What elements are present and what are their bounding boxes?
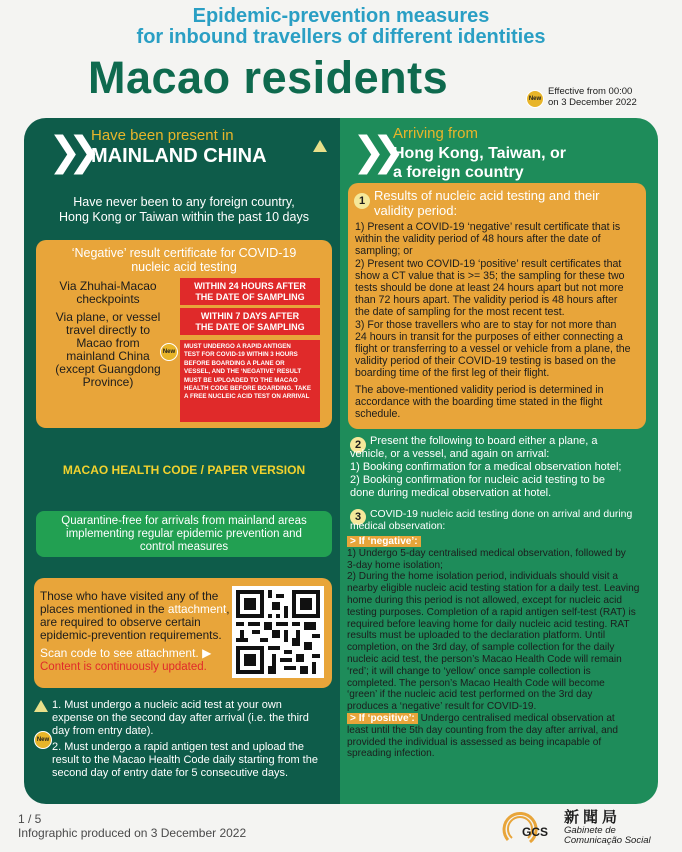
neg-text: ‘green’ if the nucleic acid test performed on the 3rd day [347, 689, 593, 701]
right-heading-line-2: a foreign country [393, 164, 524, 181]
rat-line-7: A FREE NUCLEIC ACID TEST ON ARRIVAL [184, 393, 310, 401]
cert-title-line-1: ‘Negative’ result certificate for COVID-19 [71, 246, 297, 260]
health-code-label: MACAO HEALTH CODE / PAPER VERSION [62, 463, 306, 477]
attachment-link[interactable]: attachment [167, 602, 227, 616]
route2-line-1: Via plane, or vessel [55, 310, 161, 324]
intro-line-1: Have never been to any foreign country, [73, 195, 295, 209]
route2-line-5: (except Guangdong [55, 362, 161, 376]
neg-text: required before leaving home for daily nucleic acid testing. RAT [347, 618, 630, 630]
s1-text: 24 hours in transit for the purposes of either connecting a [355, 330, 623, 343]
right-heading-big [393, 144, 566, 182]
s1-title-line-2: validity period: [374, 203, 458, 218]
subtitle-line-1: Epidemic-prevention measures [192, 5, 490, 27]
certificate-title [36, 246, 332, 274]
right-heading-small: Arriving from [393, 125, 479, 142]
rapid-antigen-note [180, 340, 320, 422]
s1-text: validity period of their COVID-19 testing is based on the [355, 355, 616, 368]
tag24-line-2: THE DATE OF SAMPLING [195, 291, 305, 302]
produced-date: Infographic produced on 3 December 2022 [18, 826, 247, 840]
route2-line-6: Province) [82, 375, 134, 389]
section-3-body [350, 509, 650, 533]
page-title: Macao residents [88, 52, 449, 103]
att-line-2a: places mentioned in the [40, 602, 168, 616]
header-subtitle [0, 6, 682, 48]
negative-tag: > If ‘negative’: [347, 536, 421, 547]
section-1-title [374, 188, 599, 218]
section-1-number: 1 [354, 193, 370, 209]
within-24-hours-tag [180, 278, 320, 305]
s3-text: medical observation: [350, 521, 446, 532]
tag24-line-1: WITHIN 24 HOURS AFTER [194, 280, 306, 291]
gcs-logo-icon [500, 806, 549, 846]
neg-text: produces a ‘negative’ result for COVID-19. [347, 701, 537, 713]
logo-portuguese [564, 826, 651, 846]
section-2-number: 2 [350, 437, 366, 453]
right-heading-line-1: Hong Kong, Taiwan, or [393, 145, 567, 162]
s3-text: COVID-19 nucleic acid testing done on arrival and during [370, 509, 633, 520]
neg-text: nucleic acid test, the person’s Macao Health Code will remain [347, 653, 622, 665]
tag7-line-2: THE DATE OF SAMPLING [195, 321, 305, 332]
s1-text: 3) For those travellers who are to stay for not more than [355, 318, 617, 331]
s1-text: The above-mentioned validity period is determined in [355, 383, 604, 396]
section-1-body [355, 221, 645, 420]
rat-line-1: MUST UNDERGO A RAPID ANTIGEN [184, 343, 291, 350]
chevron-right-icon: ❯❯ [352, 130, 392, 174]
neg-text: 2) During the home isolation period, individuals should visit a [347, 571, 618, 583]
att-line-2c: , [226, 602, 230, 616]
effective-line-2: on 3 December 2022 [548, 97, 637, 108]
att-line-4: epidemic-prevention requirements. [40, 628, 222, 642]
qf-line-3: control measures [139, 540, 229, 553]
rat-line-2: TEST FOR COVID-19 WITHIN 3 HOURS [184, 351, 298, 359]
s1-text: flight or transferring to a vessel or vehicle from a plane, the [355, 343, 631, 356]
within-7-days-tag [180, 308, 320, 335]
s1-text: the date of sampling for the most recent test. [355, 306, 565, 319]
logo-chinese: 新聞局 [564, 809, 622, 826]
intro-line-2: Hong Kong or Taiwan within the past 10 days [59, 210, 309, 224]
s2-text: Present the following to board either a plane, a [370, 435, 598, 447]
s2-text: vehicle, or a vessel, and again on arrival: [350, 448, 550, 460]
new-badge: New [526, 90, 544, 108]
s1-text: show a CT value that is >= 35; the sampling for these two [355, 269, 625, 282]
quarantine-free-box [36, 511, 332, 557]
note1-line-2: expense on the second day after arrival (i.e. the third [52, 712, 309, 724]
section-2-body [350, 435, 650, 500]
qr-code[interactable] [232, 586, 324, 678]
s1-text: schedule. [355, 408, 401, 421]
note2-line-1: 2. Must undergo a rapid antigen test and upload the [52, 741, 304, 753]
scan-text: Scan code to see attachment. [40, 646, 199, 660]
s1-text: than 72 hours apart. The validity period is 48 hours after [355, 294, 618, 307]
neg-text: completion, on the 3rd day, of sample collection for the daily [347, 642, 615, 654]
effective-date [548, 86, 637, 108]
positive-tag: > If ‘positive’: [347, 713, 418, 724]
neg-text: home during this period is not allowed, except for nucleic acid [347, 594, 622, 606]
new-badge: New [34, 731, 52, 749]
s1-text: sampling; or [355, 245, 413, 258]
new-badge: New [160, 343, 178, 361]
logo-pt-line-2: Comunicação Social [564, 835, 651, 846]
route1-line-2: checkpoints [76, 292, 140, 306]
update-notice: Content is continuously updated. [40, 661, 207, 673]
neg-text: testing purposes. Completion of a rapid antigen self-test (RAT) is [347, 606, 636, 618]
s1-text: tests should be done at least 24 hours apart but not more [355, 282, 624, 295]
route2-line-2: travel directly to [65, 323, 151, 337]
rat-line-5: MUST BE UPLOADED TO THE MACAO [184, 376, 298, 384]
rat-line-3: BEFORE BOARDING A PLANE OR [184, 359, 285, 367]
neg-text: ‘red’; it will change to ‘yellow’ once sample collection is [347, 665, 591, 677]
neg-text: 1) Undergo 5-day centralised medical observation, followed by [347, 547, 626, 559]
att-line-3: are required to observe certain [40, 615, 201, 629]
left-heading-big: MAINLAND CHINA [91, 145, 267, 167]
note-1 [52, 699, 337, 738]
subtitle-line-2: for inbound travellers of different identities [136, 26, 546, 48]
note2-line-2: result to the Macao Health Code daily starting from the [52, 754, 318, 766]
s2-text: 1) Booking confirmation for a medical observation hotel; [350, 461, 622, 473]
s1-text: 1) Present a COVID-19 ‘negative’ result certificate that is [355, 221, 621, 233]
section-3-number: 3 [350, 509, 366, 525]
qr-code-icon [236, 590, 320, 674]
tag7-line-1: WITHIN 7 DAYS AFTER [200, 310, 300, 321]
note2-line-3: second day of entry date for 5 consecutive days. [52, 767, 289, 779]
chevron-right-icon: ❯❯ [48, 130, 88, 174]
page-indicator: 1 / 5 [18, 812, 42, 826]
pos-text: provided the individual is assessed as being incapable of [347, 736, 602, 748]
neg-text: completed. The person’s Macao Health Code will become [347, 677, 605, 689]
triangle-icon [34, 700, 48, 712]
triangle-right-icon: ▶ [202, 646, 212, 660]
route2-line-4: mainland China [66, 349, 150, 363]
triangle-icon [313, 140, 327, 152]
logo-pt-line-1: Gabinete de [564, 825, 616, 836]
qf-line-2: implementing regular epidemic prevention and [66, 527, 302, 540]
cert-title-line-2: nucleic acid testing [131, 260, 237, 274]
effective-line-1: Effective from 00:00 [548, 86, 633, 97]
s1-text: accordance with the boarding time stated in the flight [355, 395, 603, 408]
logo-mark-text: GCS [522, 825, 549, 839]
neg-text: results must be uploaded to the declaration platform. Until [347, 630, 606, 642]
route2-line-3: Macao from [76, 336, 140, 350]
pos-text: least until the 5th day counting from the day after arrival, and [347, 724, 619, 736]
attachment-text [40, 590, 230, 642]
left-intro [24, 195, 344, 225]
pos-text: Undergo centralised medical observation at [417, 712, 615, 724]
note1-line-3: day from entry date). [52, 725, 154, 737]
qf-line-1: Quarantine-free for arrivals from mainland areas [61, 514, 307, 527]
neg-text: nearby eligible nucleic acid testing station for a daily test. Leaving [347, 583, 640, 595]
note-2 [52, 741, 337, 780]
neg-text: 3-day home isolation; [347, 559, 443, 571]
s1-text: within the validity period of 48 hours after the date of [355, 233, 601, 246]
s2-text: 2) Booking confirmation for nucleic acid testing to be [350, 474, 605, 486]
att-line-1: Those who have visited any of the [40, 589, 219, 603]
scan-instruction [40, 646, 211, 660]
s1-text: boarding time of the first leg of their flight. [355, 367, 550, 380]
route-zhuhai-macao [40, 280, 176, 306]
rat-line-4: VESSEL, AND THE ‘NEGATIVE’ RESULT [184, 368, 302, 376]
note1-line-1: 1. Must undergo a nucleic acid test at your own [52, 699, 282, 711]
rat-line-6: HEALTH CODE BEFORE BOARDING. TAKE [184, 385, 311, 393]
s1-text: 2) Present two COVID-19 ‘positive’ result certificates that [355, 257, 622, 270]
section-3-results [347, 536, 652, 760]
left-heading-small: Have been present in [91, 127, 234, 144]
pos-text: spreading infection. [347, 748, 435, 760]
s2-text: done during medical observation at hotel. [350, 487, 552, 499]
route-plane-vessel [40, 311, 176, 389]
s1-title-line-1: Results of nucleic acid testing and their [374, 188, 600, 203]
route1-line-1: Via Zhuhai-Macao [59, 279, 157, 293]
